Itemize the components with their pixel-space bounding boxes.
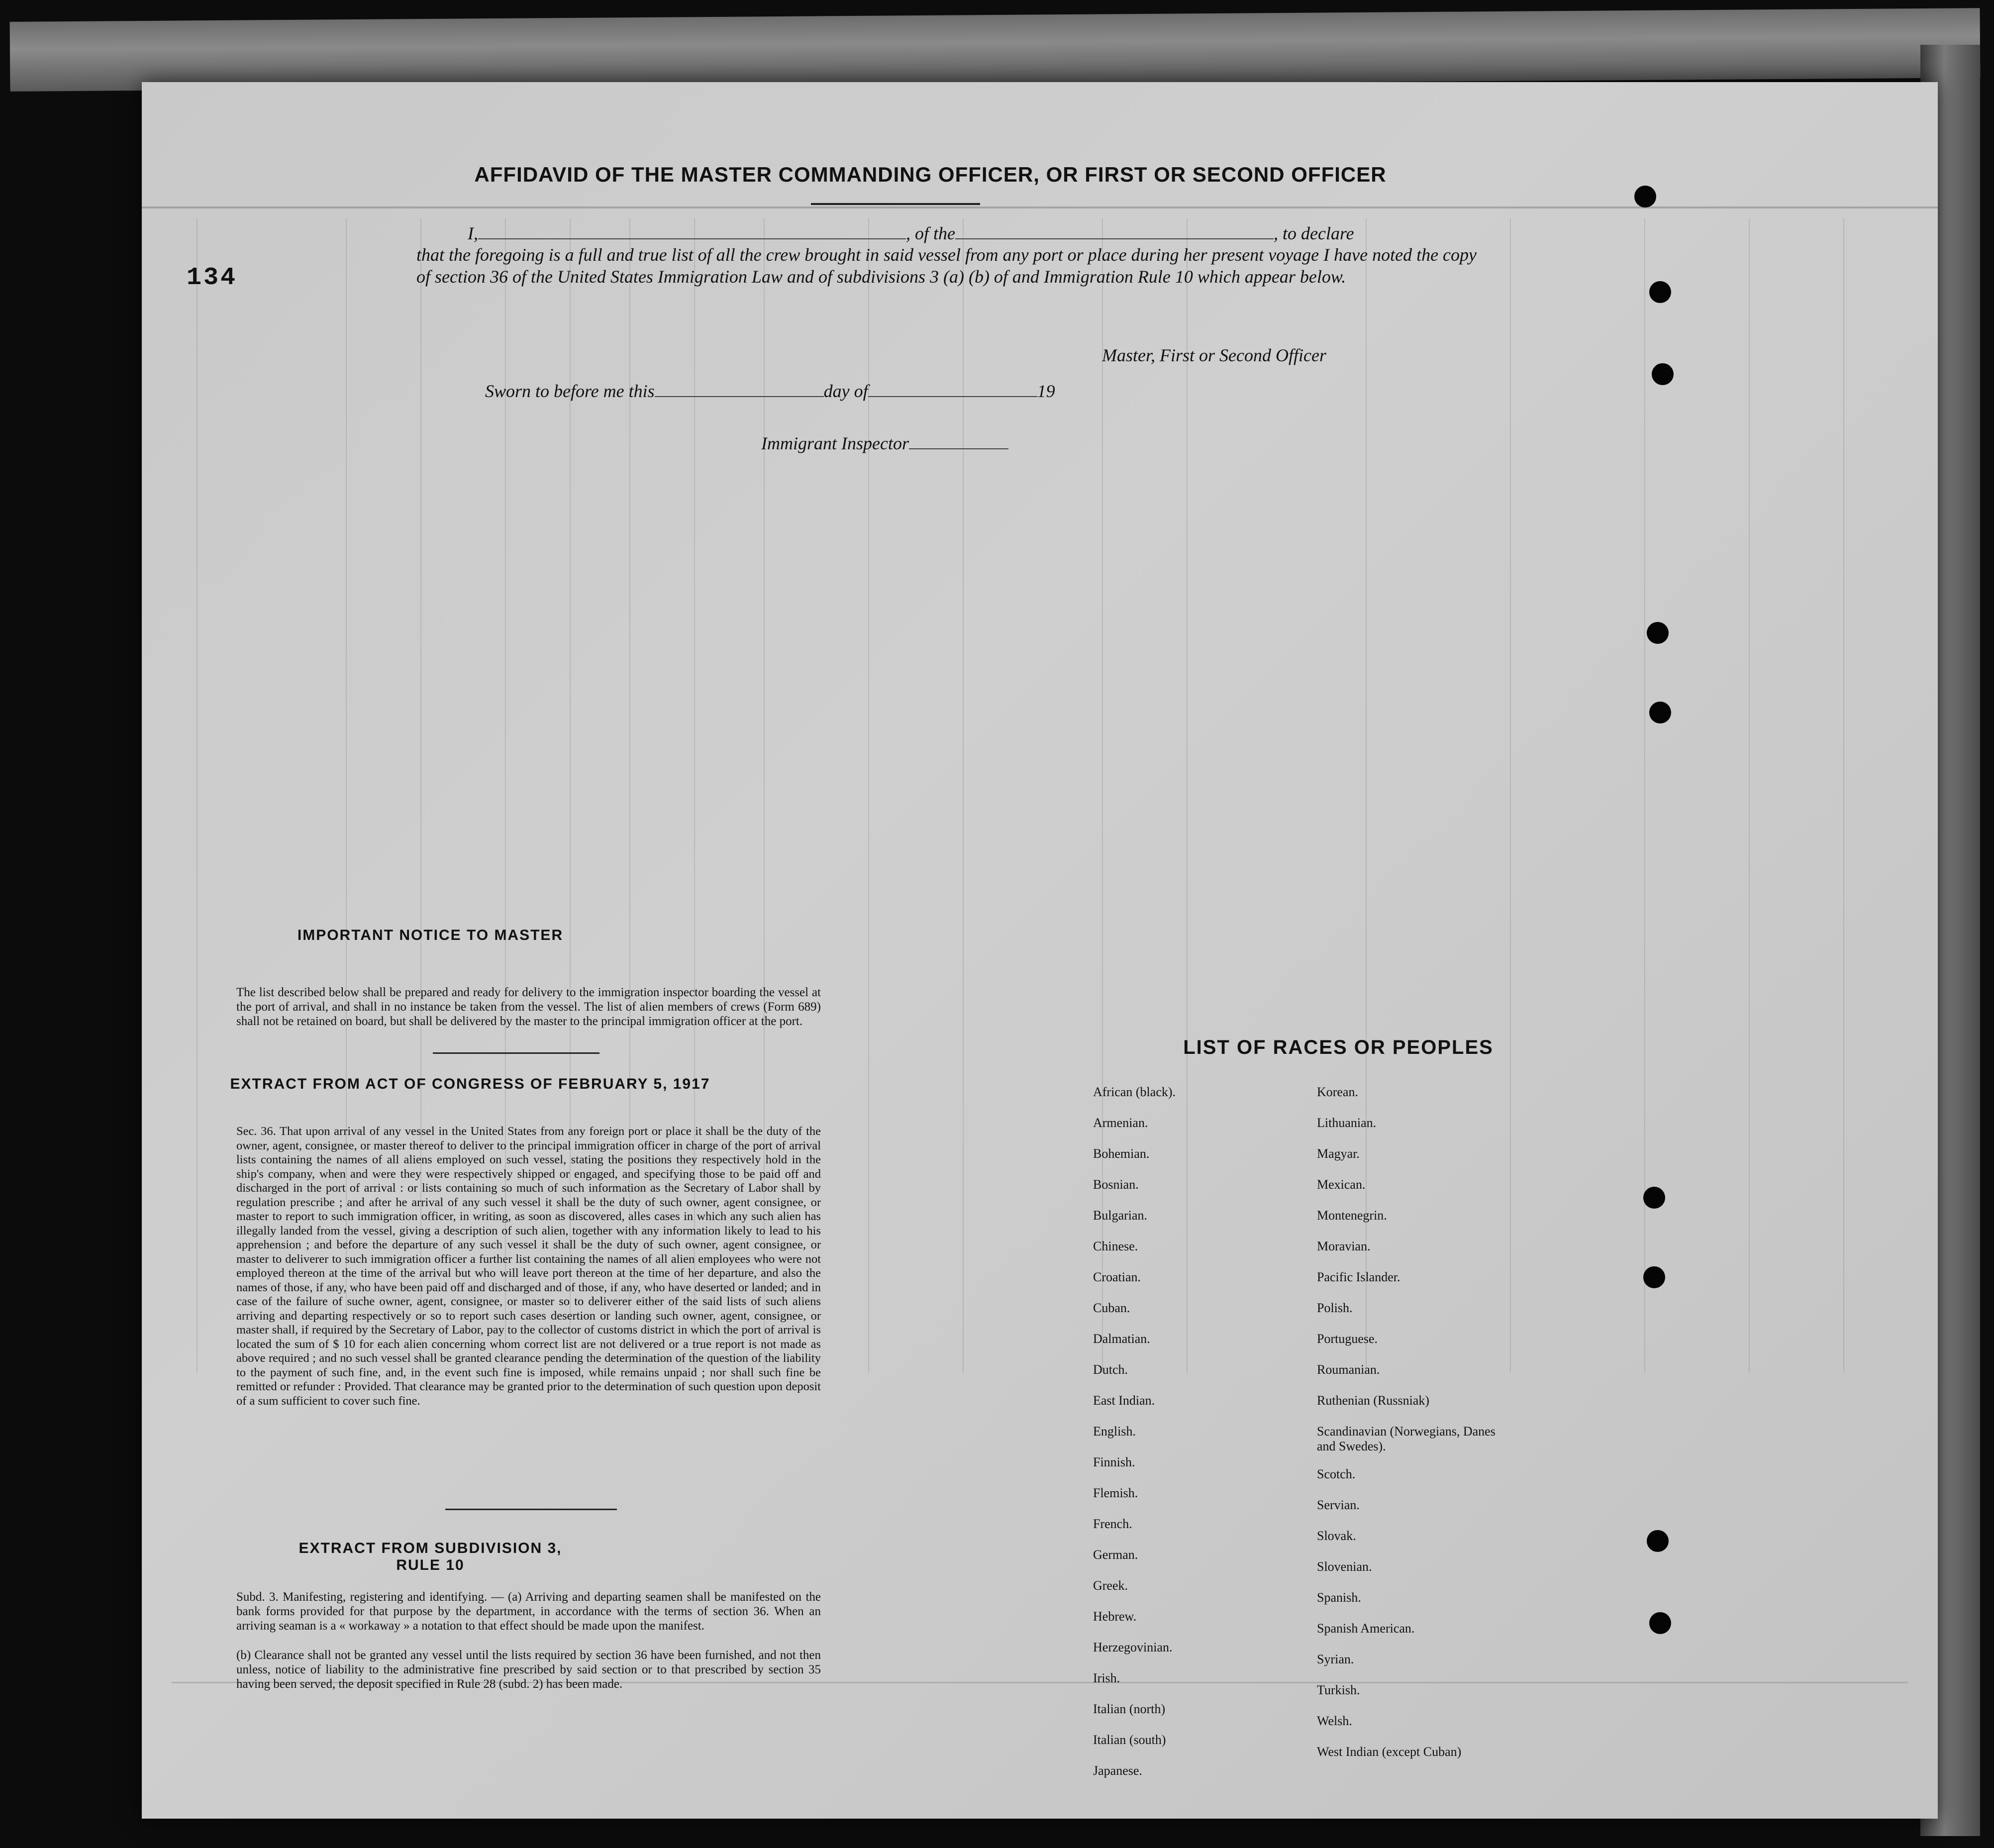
affidavit-title-rule [811,203,980,205]
race-left-item: Flemish. [1093,1486,1138,1500]
punch-hole [1649,702,1671,723]
punch-hole [1647,622,1669,644]
punch-hole [1643,1187,1665,1209]
race-right-item: West Indian (except Cuban) [1317,1745,1462,1759]
punch-hole [1634,186,1656,207]
punch-hole [1649,1612,1671,1634]
race-right-item: Portuguese. [1317,1332,1378,1346]
race-right-item: Ruthenian (Russniak) [1317,1393,1430,1408]
race-left-item: Italian (south) [1093,1733,1166,1747]
inspector-text: Immigrant Inspector [761,433,909,453]
sworn-month-blank[interactable] [868,381,1037,397]
punch-hole [1649,281,1671,303]
race-right-item: Pacific Islander. [1317,1270,1400,1284]
race-left-item: Herzegovinian. [1093,1640,1173,1654]
race-right-item: Roumanian. [1317,1362,1380,1377]
inspector-line [761,433,1008,454]
race-right-item: Magyar. [1317,1146,1360,1161]
race-right-item: Scotch. [1317,1467,1356,1481]
document-page [142,82,1938,1819]
punch-hole [1652,363,1674,385]
race-right-item: Spanish American. [1317,1621,1415,1636]
race-right-item: Slovenian. [1317,1559,1372,1574]
race-left-item: Dutch. [1093,1362,1128,1377]
race-left-item: Bulgarian. [1093,1208,1148,1223]
signature-label: Master, First or Second Officer [1102,345,1326,365]
race-left-item: Finnish. [1093,1455,1135,1469]
race-left-item: Croatian. [1093,1270,1141,1284]
rule-extract-text-a: Subd. 3. Manifesting, registering and identifying. — (a) Arriving and departing seamen shall be manifested on the bank forms provided for that purpose by the department, in accordance with the terms of section 36. When an arriving seaman is a « workaway » a notation to that effect should be made upon the manifest. [236,1590,821,1633]
day-of-text: day of [823,381,868,401]
act-extract-title: EXTRACT FROM ACT OF CONGRESS OF FEBRUARY 5, 1917 [230,1076,710,1092]
punch-hole [1643,1266,1665,1288]
scan-border-top [10,8,1981,92]
notice-rule [433,1052,599,1054]
sworn-day-blank[interactable] [655,381,824,397]
race-right-item: Montenegrin. [1317,1208,1387,1223]
punch-hole [1647,1530,1669,1552]
race-left-item: African (black). [1093,1085,1176,1099]
race-left-item: Hebrew. [1093,1609,1137,1624]
race-left-item: Bohemian. [1093,1146,1150,1161]
race-left-item: Bosnian. [1093,1177,1139,1192]
affidavit-to-declare: , to declare [1273,223,1354,243]
rule-extract-title: EXTRACT FROM SUBDIVISION 3, RULE 10 [299,1540,562,1573]
act-extract-text: Sec. 36. That upon arrival of any vessel in the United States from any foreign port or place it shall be the duty of the owner, agent, consignee, or master thereof to deliver to the principal immigration officer in charge of the port of arrival lists containing the names of all aliens employed on such vessel, stating the positions they respectively hold in the ship's company, when and were they were respectively shipped or engaged, and specifying those to be paid off and discharged in the port of arrival : or lists containing so much of such information as the Secretary of Labor shall by regulation prescribe ; and after he arrival of any such vessel it shall be the duty of such owner, agent consignee, or master to report to such immigration officer, in writing, as soon as discovered, alles cases in which any such alien has illegally landed from the vessel, giving a description of such alien, together with any information likely to lead to his apprehension ; and before the departure of any such vessel it shall be the duty of such owner, agent consignee, or master to deliverer to such immigration officer a further list containing the names of all alien employees who were not employed thereon at the time of the arrival but who will leave port thereon at the time of her departure, and also the names of those, if any, who have been paid off and discharged and of those, if any, who have deserted or landed; and in case of the failure of suche owner, agent, consignee, or master so to deliverer either of the said lists of such aliens arriving and departing respectively or so to report such cases desertion or landing such owner, agent, consignee, or master shall, if required by the Secretary of Labor, pay to the collector of customs district in which the port of arrival is located the sum of $ 10 for each alien concerning whom correct list are not delivered or a true report is not made as above required ; and no such vessel shall be granted clearance pending the determination of the question of the liability to the payment of such fine, and, in the event such fine is imposed, while remains unpaid ; nor shall such fine be remitted or refunder : Provided. That clearance may be granted prior to the determination of such question upon deposit of a sum sufficient to cover such fine. [236,1125,821,1408]
affidavit-i: I, [468,223,478,243]
affidavit-of-the: , of the [906,223,955,243]
race-left-item: Japanese. [1093,1763,1142,1778]
race-left-item: Cuban. [1093,1301,1130,1315]
affidavit-declaration-line [468,223,1354,244]
race-right-item: Spanish. [1317,1590,1361,1605]
race-right-item: Welsh. [1317,1714,1352,1728]
race-left-item: French. [1093,1517,1132,1531]
race-left-item: Greek. [1093,1578,1128,1593]
race-right-item: Korean. [1317,1085,1359,1099]
race-right-item: Moravian. [1317,1239,1371,1253]
sworn-line [485,381,1055,402]
race-left-item: English. [1093,1424,1136,1438]
race-left-item: East Indian. [1093,1393,1155,1408]
race-right-item: Syrian. [1317,1652,1354,1666]
sworn-text: Sworn to before me this [485,381,655,401]
race-right-item: Scandinavian (Norwegians, Danes and Swedes). [1317,1424,1496,1453]
race-left-item: Italian (north) [1093,1702,1166,1716]
race-right-item: Turkish. [1317,1683,1360,1697]
race-left-item: Dalmatian. [1093,1332,1150,1346]
affidavit-body: that the foregoing is a full and true list of all the crew brought in said vessel from any port or place during her present voyage I have noted the copy of section 36 of the United States Immigration Law and of subdivisions 3 (a) (b) of and Immigration Rule 10 which appear below. [416,245,1477,287]
inspector-blank[interactable] [909,433,1008,449]
race-right-item: Servian. [1317,1498,1360,1512]
race-left-item: Chinese. [1093,1239,1138,1253]
vessel-blank[interactable] [955,223,1274,239]
race-left-item: Irish. [1093,1671,1120,1685]
stamp-number: 134 [187,264,238,292]
race-right-item: Polish. [1317,1301,1353,1315]
act-extract-rule [445,1509,617,1510]
race-left-item: German. [1093,1547,1138,1562]
race-right-item: Slovak. [1317,1529,1356,1543]
year-prefix: 19 [1037,381,1055,401]
race-right-item: Mexican. [1317,1177,1366,1192]
notice-title: IMPORTANT NOTICE TO MASTER [297,927,564,943]
rule-extract-text-b: (b) Clearance shall not be granted any vessel until the lists required by section 36 have been furnished, and not then unless, notice of liability to the administrative fine prescribed by said section or to that prescribed by section 35 having been served, the deposit specified in Rule 28 (subd. 2) has been made. [236,1648,821,1691]
notice-text: The list described below shall be prepared and ready for delivery to the immigration inspector boarding the vessel at the port of arrival, and shall in no instance be taken from the vessel. The list of alien members of crews (Form 689) shall not be retained on board, but shall be delivered by the master to the principal immigration officer at the port. [236,986,821,1028]
race-right-item: Lithuanian. [1317,1116,1377,1130]
name-blank[interactable] [478,223,906,239]
race-left-item: Armenian. [1093,1116,1148,1130]
races-title: LIST OF RACES OR PEOPLES [1183,1036,1494,1058]
affidavit-title: AFFIDAVID OF THE MASTER COMMANDING OFFICER, OR FIRST OR SECOND OFFICER [474,163,1387,186]
